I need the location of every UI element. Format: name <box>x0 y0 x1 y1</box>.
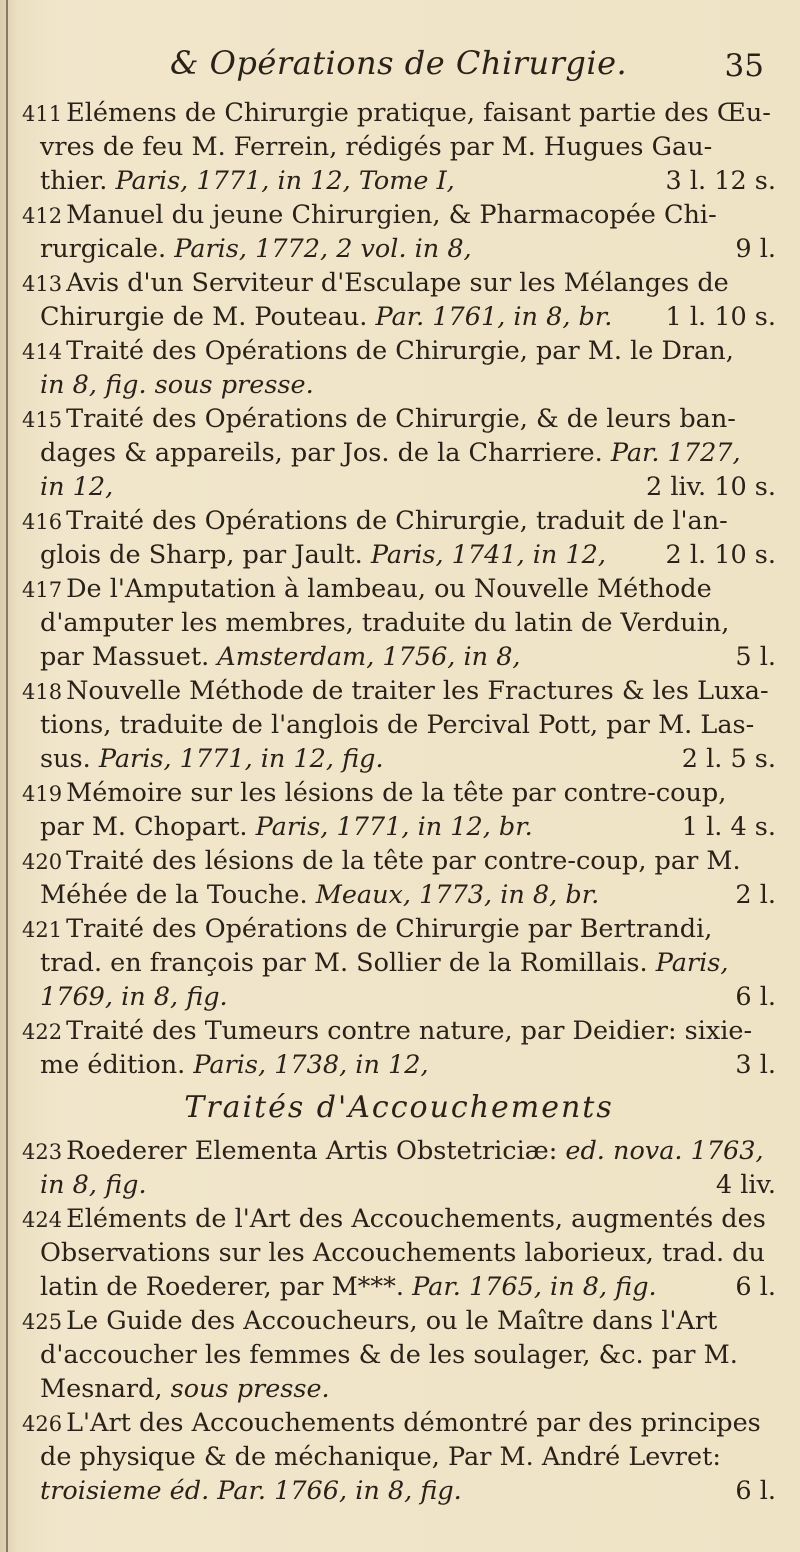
entry-line <box>22 1338 776 1372</box>
entry-text <box>22 1014 752 1048</box>
entry-imprint: ed. nova. 1763, <box>565 1136 764 1166</box>
entry-line <box>22 470 776 504</box>
entry-number: 420 <box>22 850 63 874</box>
entry-imprint: Paris, 1771, in 12, br. <box>255 812 533 842</box>
entry-text <box>40 130 712 164</box>
entry-text <box>40 708 754 742</box>
entry-number: 422 <box>22 1020 63 1044</box>
entry-line <box>22 1202 776 1236</box>
entry-body-text: Traité des Tumeurs contre nature, par Deidier: sixie- <box>66 1016 753 1046</box>
entry-body-text: L'Art des Accouchements démontré par des principes <box>66 1408 761 1438</box>
entry-text <box>22 402 736 436</box>
catalogue-entry <box>22 1134 776 1202</box>
entry-body-text: Mémoire sur les lésions de la tête par contre-coup, <box>66 778 727 808</box>
entry-body-text: rurgicale. <box>40 234 175 264</box>
entry-text <box>40 538 606 572</box>
entry-line <box>22 1270 776 1304</box>
entry-text <box>22 776 726 810</box>
entry-text <box>40 470 113 504</box>
entry-body-text: tions, traduite de l'anglois de Percival Pott, par M. Las- <box>40 710 755 740</box>
entry-text <box>22 1406 761 1440</box>
entry-line <box>22 232 776 266</box>
entry-line <box>22 1406 776 1440</box>
entry-body-text: Traité des Opérations de Chirurgie par Bertrandi, <box>66 914 713 944</box>
entry-text <box>40 1236 765 1270</box>
entry-line <box>22 742 776 776</box>
entry-body-text: Traité des Opérations de Chirurgie, traduit de l'an- <box>66 506 728 536</box>
entry-body-text: glois de Sharp, par Jault. <box>40 540 371 570</box>
entry-imprint: Paris, 1741, in 12, <box>370 540 607 570</box>
entry-line <box>22 946 776 980</box>
entry-body-text: Nouvelle Méthode de traiter les Fractures & les Luxa- <box>66 676 769 706</box>
entry-line <box>22 1304 776 1338</box>
page-header <box>0 44 800 94</box>
catalogue-entry <box>22 776 776 844</box>
entry-line <box>22 96 776 130</box>
entry-text <box>22 266 729 300</box>
entry-line <box>22 1014 776 1048</box>
entry-line <box>22 164 776 198</box>
entry-imprint: sous presse. <box>170 1374 330 1404</box>
catalogue-entry <box>22 198 776 266</box>
entry-line <box>22 1236 776 1270</box>
entry-body-text: Eléments de l'Art des Accouchements, augmentés des <box>66 1204 766 1234</box>
entry-body-text: par M. Chopart. <box>40 812 256 842</box>
entry-imprint: in 8, fig. <box>40 1170 147 1200</box>
entry-line <box>22 266 776 300</box>
entry-line <box>22 708 776 742</box>
entry-price: 6 l. <box>735 1476 776 1506</box>
entry-line <box>22 504 776 538</box>
entry-number: 412 <box>22 204 63 228</box>
catalogue-entry <box>22 572 776 674</box>
entry-text <box>40 878 599 912</box>
entry-price: 2 l. 5 s. <box>681 744 776 774</box>
entry-text <box>40 164 455 198</box>
entry-body-text: trad. en françois par M. Sollier de la Romillais. <box>40 948 656 978</box>
entry-imprint: in 12, <box>40 472 114 502</box>
entry-imprint: 1769, in 8, fig. <box>40 982 228 1012</box>
entry-text <box>22 674 769 708</box>
entry-body-text: latin de Roederer, par M***. <box>40 1272 413 1302</box>
entry-price: 6 l. <box>735 1272 776 1302</box>
entry-body-text: Mesnard, <box>40 1374 171 1404</box>
entry-number: 415 <box>22 408 63 432</box>
entry-number: 419 <box>22 782 63 806</box>
catalogue-entry <box>22 1014 776 1082</box>
entry-text <box>40 742 384 776</box>
entry-text <box>40 640 521 674</box>
entry-text <box>22 844 741 878</box>
entry-body-text: d'accoucher les femmes & de les soulager, &c. par M. <box>40 1340 738 1370</box>
entry-imprint: troisieme éd. Par. 1766, in 8, fig. <box>40 1476 462 1506</box>
catalogue-entry <box>22 1304 776 1406</box>
entry-imprint: Paris, 1738, in 12, <box>193 1050 429 1080</box>
entry-text <box>40 368 314 402</box>
entry-line <box>22 674 776 708</box>
entry-text <box>40 1048 429 1082</box>
entry-line <box>22 878 776 912</box>
entry-line <box>22 368 776 402</box>
entry-line <box>22 980 776 1014</box>
entry-line <box>22 1134 776 1168</box>
entry-line <box>22 810 776 844</box>
entry-body-text: Traité des Opérations de Chirurgie, par M. le Dran, <box>66 336 734 366</box>
entry-text <box>40 1372 330 1406</box>
entry-price: 4 liv. <box>715 1170 776 1200</box>
entry-body-text: Observations sur les Accouchements laborieux, trad. du <box>40 1238 765 1268</box>
entry-imprint: Amsterdam, 1756, in 8, <box>217 642 521 672</box>
entry-number: 421 <box>22 918 63 942</box>
entry-text <box>22 198 717 232</box>
entry-price: 1 l. 4 s. <box>681 812 776 842</box>
entry-text <box>40 300 612 334</box>
entry-line <box>22 844 776 878</box>
entry-price: 9 l. <box>735 234 776 264</box>
entry-text <box>40 1474 462 1508</box>
entry-number: 414 <box>22 340 63 364</box>
entry-text <box>40 1270 657 1304</box>
entry-line <box>22 1168 776 1202</box>
entry-text <box>22 1304 717 1338</box>
entry-body-text: dages & appareils, par Jos. de la Charriere. <box>40 438 611 468</box>
entry-imprint: Paris, 1771, in 12, Tome I, <box>115 166 455 196</box>
entry-imprint: Paris, 1771, in 12, fig. <box>98 744 384 774</box>
entry-imprint: Meaux, 1773, in 8, br. <box>315 880 600 910</box>
entry-price: 6 l. <box>735 982 776 1012</box>
entry-line <box>22 1440 776 1474</box>
entry-line <box>22 1474 776 1508</box>
entry-body-text: de physique & de méchanique, Par M. André Levret: <box>40 1442 721 1472</box>
entry-text <box>22 334 734 368</box>
entry-text <box>22 504 728 538</box>
catalogue-entry <box>22 504 776 572</box>
entry-body-text: d'amputer les membres, traduite du latin de Verduin, <box>40 608 730 638</box>
gutter-shadow <box>6 0 8 1552</box>
catalogue-entries <box>22 96 776 1508</box>
entry-line <box>22 1048 776 1082</box>
entry-number: 426 <box>22 1412 63 1436</box>
entry-line <box>22 402 776 436</box>
entry-text <box>40 1338 738 1372</box>
catalogue-entry <box>22 674 776 776</box>
entry-body-text: par Massuet. <box>40 642 218 672</box>
entry-text <box>22 912 712 946</box>
entry-number: 413 <box>22 272 63 296</box>
catalogue-entry <box>22 912 776 1014</box>
entry-body-text: thier. <box>40 166 116 196</box>
page-number: 35 <box>724 48 764 84</box>
entry-imprint: Par. 1761, in 8, br. <box>375 302 613 332</box>
entry-text <box>40 232 472 266</box>
entry-line <box>22 334 776 368</box>
entry-line <box>22 538 776 572</box>
entry-text <box>40 1440 721 1474</box>
entry-price: 2 l. 10 s. <box>665 540 776 570</box>
entry-line <box>22 776 776 810</box>
entry-body-text: Traité des Opérations de Chirurgie, & de leurs ban- <box>66 404 736 434</box>
entry-imprint: Paris, 1772, 2 vol. in 8, <box>174 234 472 264</box>
entry-body-text: Roederer Elementa Artis Obstetriciæ: <box>66 1136 566 1166</box>
catalogue-entry <box>22 1406 776 1508</box>
entry-imprint: Paris, <box>655 948 729 978</box>
entry-line <box>22 606 776 640</box>
entry-text <box>22 1202 766 1236</box>
catalogue-entry <box>22 266 776 334</box>
entry-body-text: vres de feu M. Ferrein, rédigés par M. Hugues Gau- <box>40 132 713 162</box>
entry-text <box>40 810 533 844</box>
entry-text <box>40 946 728 980</box>
section-heading: Traités d'Accouchements <box>184 1090 614 1125</box>
entry-body-text: Avis d'un Serviteur d'Esculape sur les Mélanges de <box>66 268 729 298</box>
entry-number: 416 <box>22 510 63 534</box>
entry-imprint: Par. 1727, <box>610 438 741 468</box>
entry-body-text: sus. <box>40 744 99 774</box>
entry-price: 2 liv. 10 s. <box>646 472 776 502</box>
entry-text <box>40 980 228 1014</box>
running-title: & Opérations de Chirurgie. <box>170 44 628 82</box>
entry-line <box>22 572 776 606</box>
entry-text <box>22 96 771 130</box>
entry-line <box>22 436 776 470</box>
entry-body-text: me édition. <box>40 1050 194 1080</box>
entry-line <box>22 1372 776 1406</box>
entry-line <box>22 300 776 334</box>
entry-text <box>22 1134 764 1168</box>
catalogue-entry <box>22 402 776 504</box>
entry-price: 5 l. <box>735 642 776 672</box>
entry-number: 417 <box>22 578 63 602</box>
entry-number: 423 <box>22 1140 63 1164</box>
entry-body-text: Le Guide des Accoucheurs, ou le Maître dans l'Art <box>66 1306 718 1336</box>
entry-price: 2 l. <box>735 880 776 910</box>
entry-price: 3 l. 12 s. <box>665 166 776 196</box>
entry-line <box>22 198 776 232</box>
entry-line <box>22 130 776 164</box>
entry-body-text: Chirurgie de M. Pouteau. <box>40 302 376 332</box>
entry-body-text: Manuel du jeune Chirurgien, & Pharmacopée Chi- <box>66 200 717 230</box>
entry-body-text: De l'Amputation à lambeau, ou Nouvelle Méthode <box>66 574 712 604</box>
entry-number: 411 <box>22 102 63 126</box>
entry-price: 1 l. 10 s. <box>665 302 776 332</box>
entry-text <box>22 572 712 606</box>
entry-price: 3 l. <box>735 1050 776 1080</box>
entry-body-text: Traité des lésions de la tête par contre-coup, par M. <box>66 846 741 876</box>
catalogue-entry <box>22 844 776 912</box>
entry-number: 418 <box>22 680 63 704</box>
entry-body-text: Méhée de la Touche. <box>40 880 316 910</box>
entry-imprint: in 8, fig. sous presse. <box>40 370 314 400</box>
entry-imprint: Par. 1765, in 8, fig. <box>412 1272 657 1302</box>
entry-number: 424 <box>22 1208 63 1232</box>
catalogue-entry <box>22 96 776 198</box>
catalogue-entry <box>22 1202 776 1304</box>
entry-text <box>40 606 729 640</box>
catalogue-entry <box>22 334 776 402</box>
entry-text <box>40 436 741 470</box>
entry-number: 425 <box>22 1310 63 1334</box>
entry-text <box>40 1168 147 1202</box>
entry-line <box>22 912 776 946</box>
entry-body-text: Elémens de Chirurgie pratique, faisant partie des Œu- <box>66 98 771 128</box>
entry-line <box>22 640 776 674</box>
